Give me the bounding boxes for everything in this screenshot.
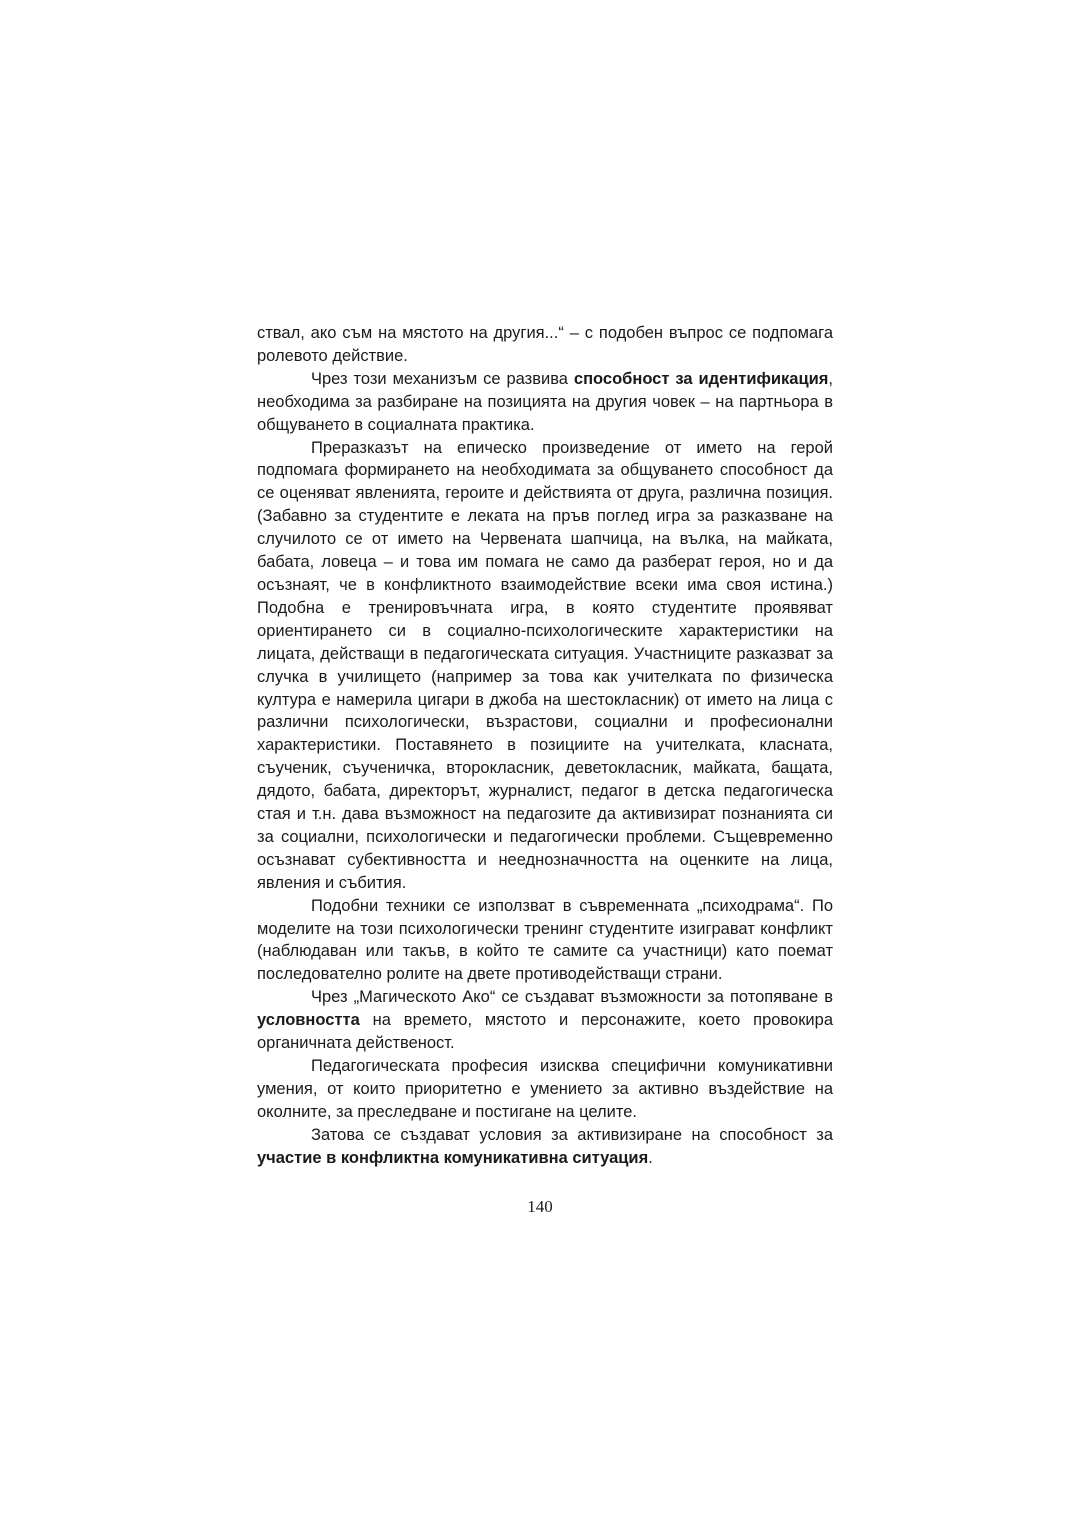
bold-term: способност за идентификация	[573, 369, 829, 388]
paragraph-text: Чрез „Магическото Ако“ се създават възможности за потопяване в	[311, 988, 833, 1007]
paragraph-retelling: Преразказът на епическо произведение от името на герой подпомага формирането на необходимата за общуването способност да се оценяват явленията, героите и действията от друга, различна позиция. (Забавно за студентите е леката на пръв поглед игра за разказване на случилото се от името на Червената шапчица, на вълка, на майката, бабата, ловеца – и това им помага не само да разберат героя, но и да осъзнаят, че в конфликтното взаимодействие всеки има своя истина.) Подобна е тренировъчната игра, в която студентите проявяват ориентирането си в социално-психологическите характеристики на лицата, действащи в педагогическата ситуация. Участниците разказват за случка в училището (например за това как учителката по физическа култура е намерила цигари в джоба на шестокласник) от името на лица с различни психологически, възрастови, социални и професионални характеристики. Поставянето в позициите на учителката, класната, съученик, съученичка, второкласник, деветокласник, майката, бащата, дядото, бабата, директорът, журналист, педагог в детска педагогическа стая и т.н. дава възможност на педагозите да активизират познанията си за социални, психологически и педагогически проблеми. Същевременно осъзнават субективността и нееднозначността на оценките на лица, явления и събития.	[257, 438, 833, 892]
paragraph-conflict	[257, 1124, 833, 1170]
paragraph-text: , необходима за разбиране на позицията на другия човек – на партньора в общуването в социалната практика.	[257, 369, 833, 434]
page-number: 140	[527, 1197, 553, 1216]
body-text	[257, 322, 833, 1170]
paragraph-identification	[257, 368, 833, 437]
paragraph-text: .	[648, 1148, 653, 1167]
paragraph-continuation: ствал, ако съм на мястото на другия...“ – с подобен въпрос се подпомага ролевото действие.	[257, 324, 833, 365]
paragraph-magic-if	[257, 986, 833, 1055]
paragraph-text: Затова се създават условия за активизиране на способност за	[311, 1125, 833, 1144]
bold-term: условността	[257, 1011, 360, 1030]
paragraph-text: Чрез този механизъм се развива	[311, 369, 574, 388]
bold-term: участие в конфликтна комуникативна ситуация	[257, 1148, 649, 1167]
paragraph-psychodrama: Подобни техники се използват в съвременната „психодрама“. По моделите на този психологически тренинг студентите изиграват конфликт (наблюдаван или такъв, в който те самите са участници) като поемат последователно ролите на двете противодействащи страни.	[257, 896, 833, 984]
paragraph-profession: Педагогическата професия изисква специфични комуникативни умения, от които приоритетно е умението за активно въздействие на околните, за преследване и постигане на целите.	[257, 1057, 833, 1121]
paragraph-text: на времето, мястото и персонажите, което провокира органичната действеност.	[257, 1011, 833, 1053]
